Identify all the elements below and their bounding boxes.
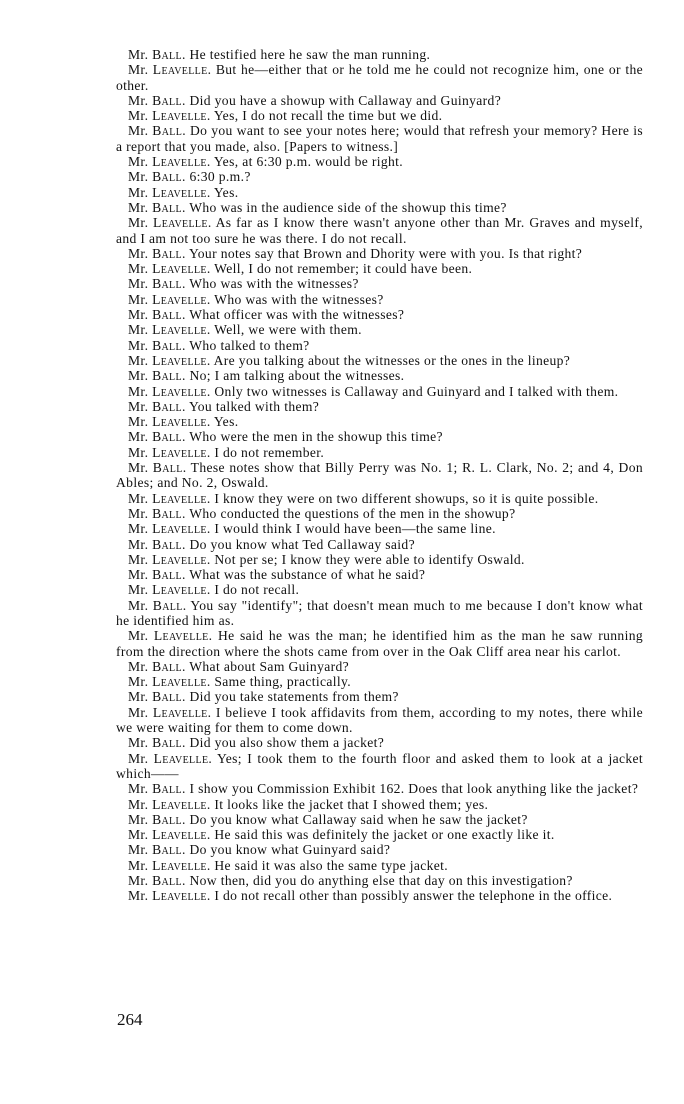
testimony-paragraph — [116, 169, 643, 184]
speaker-label: Mr. Leavelle. — [128, 551, 215, 567]
speaker-name: Leavelle — [153, 628, 209, 644]
speaker-prefix: Mr. — [128, 505, 153, 521]
speaker-label: Mr. Ball. — [128, 811, 190, 827]
speaker-prefix: Mr. — [128, 62, 153, 78]
speech-text: Who were the men in the showup this time? — [189, 429, 443, 445]
speaker-label: Mr. Ball. — [128, 199, 190, 215]
speech-text: Do you know what Ted Callaway said? — [189, 536, 415, 552]
speaker-name: Leavelle — [153, 750, 209, 766]
speaker-label: Mr. Ball. — [128, 567, 190, 583]
speaker-prefix: Mr. — [128, 414, 153, 430]
speaker-prefix: Mr. — [128, 582, 153, 598]
speech-text: You say "identify"; that doesn't mean much to me because I don't know what he identified him as. — [116, 597, 644, 628]
speaker-name: Leavelle — [152, 108, 207, 124]
speech-text: Now then, did you do anything else that day on this investigation? — [189, 873, 573, 889]
speaker-label: Mr. Ball. — [128, 429, 190, 445]
speaker-name: Leavelle — [152, 490, 207, 506]
speech-text: No; I am talking about the witnesses. — [189, 368, 405, 384]
speaker-label: Mr. Ball. — [128, 505, 190, 521]
speaker-label: Mr. Leavelle. — [128, 444, 215, 460]
testimony-paragraph — [116, 628, 643, 659]
testimony-paragraph — [116, 888, 643, 903]
speaker-prefix: Mr. — [128, 184, 153, 200]
speaker-name: Leavelle — [152, 62, 208, 78]
speaker-name: Ball — [152, 199, 182, 215]
speaker-label: Mr. Ball. — [128, 689, 190, 705]
speaker-prefix: Mr. — [128, 47, 153, 62]
testimony-paragraph — [116, 842, 643, 857]
speaker-label: Mr. Leavelle. — [128, 521, 215, 537]
testimony-paragraph — [116, 491, 643, 506]
speaker-name: Leavelle — [152, 551, 207, 567]
testimony-paragraph — [116, 521, 643, 536]
speaker-label: Mr. Leavelle. — [128, 888, 215, 904]
testimony-paragraph — [116, 429, 643, 444]
speaker-prefix: Mr. — [128, 123, 153, 139]
speaker-name: Ball — [152, 781, 182, 797]
speaker-label: Mr. Ball. — [128, 368, 190, 384]
speech-text: But he—either that or he told me he could not recognize him, one or the other. — [116, 62, 643, 93]
speaker-label: Mr. Ball. — [128, 460, 191, 476]
speaker-label: Mr. Leavelle. — [128, 628, 218, 644]
speech-text: Are you talking about the witnesses or the ones in the lineup? — [213, 352, 571, 368]
speaker-prefix: Mr. — [128, 857, 153, 873]
speaker-prefix: Mr. — [128, 444, 153, 460]
speaker-name: Leavelle — [152, 383, 207, 399]
speaker-label: Mr. Leavelle. — [128, 322, 215, 338]
speaker-name: Leavelle — [152, 521, 207, 537]
speech-text: I do not recall other than possibly answer the telephone in the office. — [214, 888, 613, 904]
page-number: 264 — [117, 1010, 143, 1029]
speaker-name: Ball — [152, 658, 182, 674]
speaker-label: Mr. Ball. — [128, 123, 190, 139]
speaker-name: Leavelle — [152, 796, 207, 812]
speaker-name: Leavelle — [152, 154, 207, 170]
speaker-label: Mr. Ball. — [128, 536, 190, 552]
speaker-name: Ball — [152, 505, 182, 521]
speaker-label: Mr. Leavelle. — [128, 750, 217, 766]
speaker-label: Mr. Ball. — [128, 307, 190, 323]
testimony-paragraph — [116, 674, 643, 689]
testimony-paragraph — [116, 322, 643, 337]
speech-text: It looks like the jacket that I showed them; yes. — [214, 796, 489, 812]
speech-text: Your notes say that Brown and Dhority were with you. Is that right? — [188, 245, 583, 261]
speaker-label: Mr. Ball. — [128, 47, 190, 62]
speaker-prefix: Mr. — [128, 873, 153, 889]
speaker-prefix: Mr. — [128, 597, 153, 613]
testimony-paragraph — [116, 781, 643, 796]
speaker-prefix: Mr. — [128, 245, 153, 261]
speaker-prefix: Mr. — [128, 674, 153, 690]
speaker-label: Mr. Ball. — [128, 781, 190, 797]
testimony-paragraph — [116, 460, 643, 491]
speaker-label: Mr. Leavelle. — [128, 857, 215, 873]
speaker-name: Leavelle — [152, 704, 208, 720]
speaker-label: Mr. Leavelle. — [128, 108, 214, 124]
testimony-paragraph — [116, 689, 643, 704]
speech-text: Yes. — [213, 414, 239, 430]
testimony-paragraph — [116, 307, 643, 322]
speaker-name: Ball — [152, 337, 182, 353]
speaker-prefix: Mr. — [128, 215, 154, 231]
speaker-prefix: Mr. — [128, 108, 153, 124]
speaker-name: Ball — [152, 307, 182, 323]
testimony-paragraph — [116, 751, 643, 782]
speaker-prefix: Mr. — [128, 827, 153, 843]
speaker-prefix: Mr. — [128, 796, 153, 812]
testimony-paragraph — [116, 537, 643, 552]
speaker-prefix: Mr. — [128, 567, 153, 583]
testimony-paragraph — [116, 552, 643, 567]
speaker-label: Mr. Leavelle. — [128, 704, 216, 720]
speech-text: You talked with them? — [188, 398, 320, 414]
testimony-paragraph — [116, 215, 643, 246]
speaker-name: Ball — [152, 398, 182, 414]
speaker-prefix: Mr. — [128, 888, 153, 904]
speech-text: Same thing, practically. — [214, 674, 351, 690]
speaker-prefix: Mr. — [128, 337, 153, 353]
testimony-paragraph — [116, 735, 643, 750]
speaker-prefix: Mr. — [128, 521, 153, 537]
speaker-name: Ball — [152, 169, 182, 185]
speaker-prefix: Mr. — [128, 490, 153, 506]
speaker-label: Mr. Leavelle. — [128, 184, 214, 200]
testimony-paragraph — [116, 368, 643, 383]
speech-text: I know they were on two different showups, so it is quite possible. — [214, 490, 599, 506]
testimony-paragraph — [116, 62, 643, 93]
speech-text: Did you take statements from them? — [189, 689, 399, 705]
speech-text: I would think I would have been—the same line. — [214, 521, 496, 537]
speech-text: These notes show that Billy Perry was No. 1; R. L. Clark, No. 2; and 4, Don Ables; and No. 2, Oswald. — [116, 460, 643, 491]
speech-text: He said this was definitely the jacket or one exactly like it. — [214, 827, 555, 843]
speaker-prefix: Mr. — [128, 811, 153, 827]
testimony-paragraph — [116, 414, 643, 429]
testimony-paragraph — [116, 384, 643, 399]
testimony-paragraph — [116, 292, 643, 307]
speaker-name: Ball — [152, 536, 182, 552]
speech-text: Who was with the witnesses? — [214, 291, 384, 307]
speech-text: Did you have a showup with Callaway and Guinyard? — [189, 92, 502, 108]
speaker-name: Ball — [152, 567, 182, 583]
speaker-name: Ball — [152, 735, 182, 751]
speaker-label: Mr. Ball. — [128, 873, 190, 889]
speech-text: Well, we were with them. — [214, 322, 362, 338]
speech-text: Who was with the witnesses? — [189, 276, 359, 292]
speaker-name: Leavelle — [152, 827, 207, 843]
speaker-prefix: Mr. — [128, 704, 153, 720]
speaker-label: Mr. Leavelle. — [128, 62, 216, 78]
speech-text: Who was in the audience side of the showup this time? — [189, 199, 507, 215]
speaker-prefix: Mr. — [128, 199, 153, 215]
testimony-paragraph — [116, 276, 643, 291]
speaker-name: Leavelle — [152, 352, 207, 368]
speaker-name: Ball — [152, 842, 182, 858]
speaker-name: Ball — [152, 811, 182, 827]
speaker-label: Mr. Ball. — [128, 842, 190, 858]
testimony-paragraph — [116, 506, 643, 521]
speaker-label: Mr. Leavelle. — [128, 154, 214, 170]
speech-text: What was the substance of what he said? — [189, 567, 426, 583]
speaker-label: Mr. Leavelle. — [128, 383, 215, 399]
speaker-prefix: Mr. — [128, 154, 153, 170]
speaker-label: Mr. Ball. — [128, 169, 190, 185]
speaker-name: Ball — [152, 276, 182, 292]
speaker-prefix: Mr. — [128, 322, 153, 338]
speech-text: What officer was with the witnesses? — [189, 307, 405, 323]
speaker-prefix: Mr. — [128, 842, 153, 858]
speech-text: Do you know what Callaway said when he saw the jacket? — [189, 811, 528, 827]
testimony-paragraph — [116, 353, 643, 368]
speaker-label: Mr. Ball. — [128, 245, 189, 261]
speaker-label: Mr. Leavelle. — [128, 582, 215, 598]
speaker-name: Ball — [152, 92, 182, 108]
speaker-name: Leavelle — [152, 674, 207, 690]
speaker-name: Leavelle — [152, 444, 207, 460]
speaker-name: Ball — [152, 460, 183, 476]
testimony-paragraph — [116, 154, 643, 169]
speaker-label: Mr. Leavelle. — [128, 490, 215, 506]
speaker-label: Mr. Ball. — [128, 92, 190, 108]
speech-text: I do not remember. — [214, 444, 325, 460]
speaker-name: Leavelle — [152, 414, 207, 430]
testimony-paragraph — [116, 246, 643, 261]
speech-text: Only two witnesses is Callaway and Guinyard and I talked with them. — [214, 383, 619, 399]
testimony-paragraph — [116, 858, 643, 873]
speaker-prefix: Mr. — [128, 261, 153, 277]
speaker-label: Mr. Ball. — [128, 398, 189, 414]
testimony-paragraph — [116, 445, 643, 460]
speaker-name: Leavelle — [152, 888, 207, 904]
speaker-prefix: Mr. — [128, 169, 153, 185]
speaker-label: Mr. Ball. — [128, 276, 190, 292]
speaker-label: Mr. Ball. — [128, 735, 190, 751]
speech-text: He said it was also the same type jacket. — [214, 857, 449, 873]
testimony-paragraph — [116, 261, 643, 276]
speaker-label: Mr. Ball. — [128, 337, 190, 353]
testimony-paragraph — [116, 123, 643, 154]
speaker-name: Leavelle — [152, 582, 207, 598]
speech-text: Did you also show them a jacket? — [189, 735, 385, 751]
speaker-label: Mr. Leavelle. — [128, 796, 215, 812]
speaker-name: Ball — [152, 47, 182, 62]
speech-text: Who talked to them? — [189, 337, 310, 353]
testimony-paragraph — [116, 582, 643, 597]
speaker-prefix: Mr. — [128, 276, 153, 292]
speaker-prefix: Mr. — [128, 352, 153, 368]
speech-text: Yes, at 6:30 p.m. would be right. — [213, 154, 404, 170]
testimony-paragraph — [116, 567, 643, 582]
speaker-name: Ball — [152, 245, 182, 261]
testimony-text — [116, 47, 643, 904]
speaker-label: Mr. Leavelle. — [128, 674, 215, 690]
speech-text: Yes, I do not recall the time but we did. — [213, 108, 443, 124]
speech-text: As far as I know there wasn't anyone other than Mr. Graves and myself, and I am not too sure he was there. I do not recall. — [116, 215, 643, 246]
speech-text: I believe I took affidavits from them, according to my notes, there while we were waiting for them to come down. — [116, 704, 643, 736]
speaker-prefix: Mr. — [128, 383, 153, 399]
testimony-paragraph — [116, 338, 643, 353]
speaker-prefix: Mr. — [128, 92, 153, 108]
speech-text: Yes; I took them to the fourth floor and asked them to look at a jacket which—— — [116, 750, 643, 781]
speaker-prefix: Mr. — [128, 781, 153, 797]
speaker-label: Mr. Ball. — [128, 658, 190, 674]
speaker-name: Ball — [152, 123, 183, 139]
speech-text: Do you know what Guinyard said? — [189, 842, 391, 858]
speaker-name: Leavelle — [153, 215, 208, 231]
testimony-paragraph — [116, 812, 643, 827]
speaker-prefix: Mr. — [128, 429, 153, 445]
speaker-prefix: Mr. — [128, 750, 154, 766]
speaker-name: Ball — [152, 597, 183, 613]
testimony-paragraph — [116, 827, 643, 842]
speaker-prefix: Mr. — [128, 551, 153, 567]
speech-text: He said he was the man; he identified him as the man he saw running from the direction where the shots came from over in the Oak Cliff area near his carlot. — [116, 628, 644, 659]
testimony-paragraph — [116, 659, 643, 674]
speaker-label: Mr. Leavelle. — [128, 261, 215, 277]
speaker-prefix: Mr. — [128, 291, 153, 307]
speaker-label: Mr. Leavelle. — [128, 352, 214, 368]
speaker-name: Leavelle — [152, 291, 207, 307]
speaker-name: Leavelle — [152, 857, 207, 873]
speaker-label: Mr. Leavelle. — [128, 414, 214, 430]
testimony-paragraph — [116, 185, 643, 200]
testimony-paragraph — [116, 797, 643, 812]
speech-text: Do you want to see your notes here; would that refresh your memory? Here is a report that you made, also. [Papers to witness.] — [116, 123, 643, 154]
speaker-name: Ball — [152, 429, 182, 445]
speech-text: Well, I do not remember; it could have been. — [214, 261, 473, 277]
speaker-name: Leavelle — [152, 184, 207, 200]
testimony-paragraph — [116, 93, 643, 108]
speech-text: I show you Commission Exhibit 162. Does that look anything like the jacket? — [189, 781, 639, 797]
speech-text: I do not recall. — [214, 582, 300, 598]
speaker-name: Leavelle — [152, 322, 207, 338]
testimony-paragraph — [116, 873, 643, 888]
speaker-prefix: Mr. — [128, 735, 153, 751]
speaker-prefix: Mr. — [128, 658, 153, 674]
speech-text: Yes. — [213, 184, 239, 200]
speaker-label: Mr. Leavelle. — [128, 827, 215, 843]
testimony-paragraph — [116, 108, 643, 123]
speaker-prefix: Mr. — [128, 307, 153, 323]
speech-text: What about Sam Guinyard? — [189, 658, 350, 674]
speaker-label: Mr. Ball. — [128, 597, 191, 613]
speaker-prefix: Mr. — [128, 689, 153, 705]
speaker-prefix: Mr. — [128, 460, 153, 476]
speech-text: Who conducted the questions of the men in the showup? — [189, 505, 516, 521]
speaker-prefix: Mr. — [128, 628, 154, 644]
testimony-paragraph — [116, 47, 643, 62]
speaker-prefix: Mr. — [128, 368, 153, 384]
speaker-prefix: Mr. — [128, 398, 153, 414]
speech-text: He testified here he saw the man running. — [189, 47, 431, 62]
speaker-label: Mr. Leavelle. — [128, 215, 216, 231]
speaker-prefix: Mr. — [128, 536, 153, 552]
speaker-name: Ball — [152, 873, 182, 889]
testimony-paragraph — [116, 399, 643, 414]
testimony-paragraph — [116, 200, 643, 215]
speech-text: Not per se; I know they were able to identify Oswald. — [214, 551, 525, 567]
speaker-name: Leavelle — [152, 261, 207, 277]
speaker-label: Mr. Leavelle. — [128, 291, 215, 307]
speaker-name: Ball — [152, 368, 182, 384]
testimony-paragraph — [116, 705, 643, 736]
testimony-paragraph — [116, 598, 643, 629]
speech-text: 6:30 p.m.? — [189, 169, 251, 185]
speaker-name: Ball — [152, 689, 182, 705]
